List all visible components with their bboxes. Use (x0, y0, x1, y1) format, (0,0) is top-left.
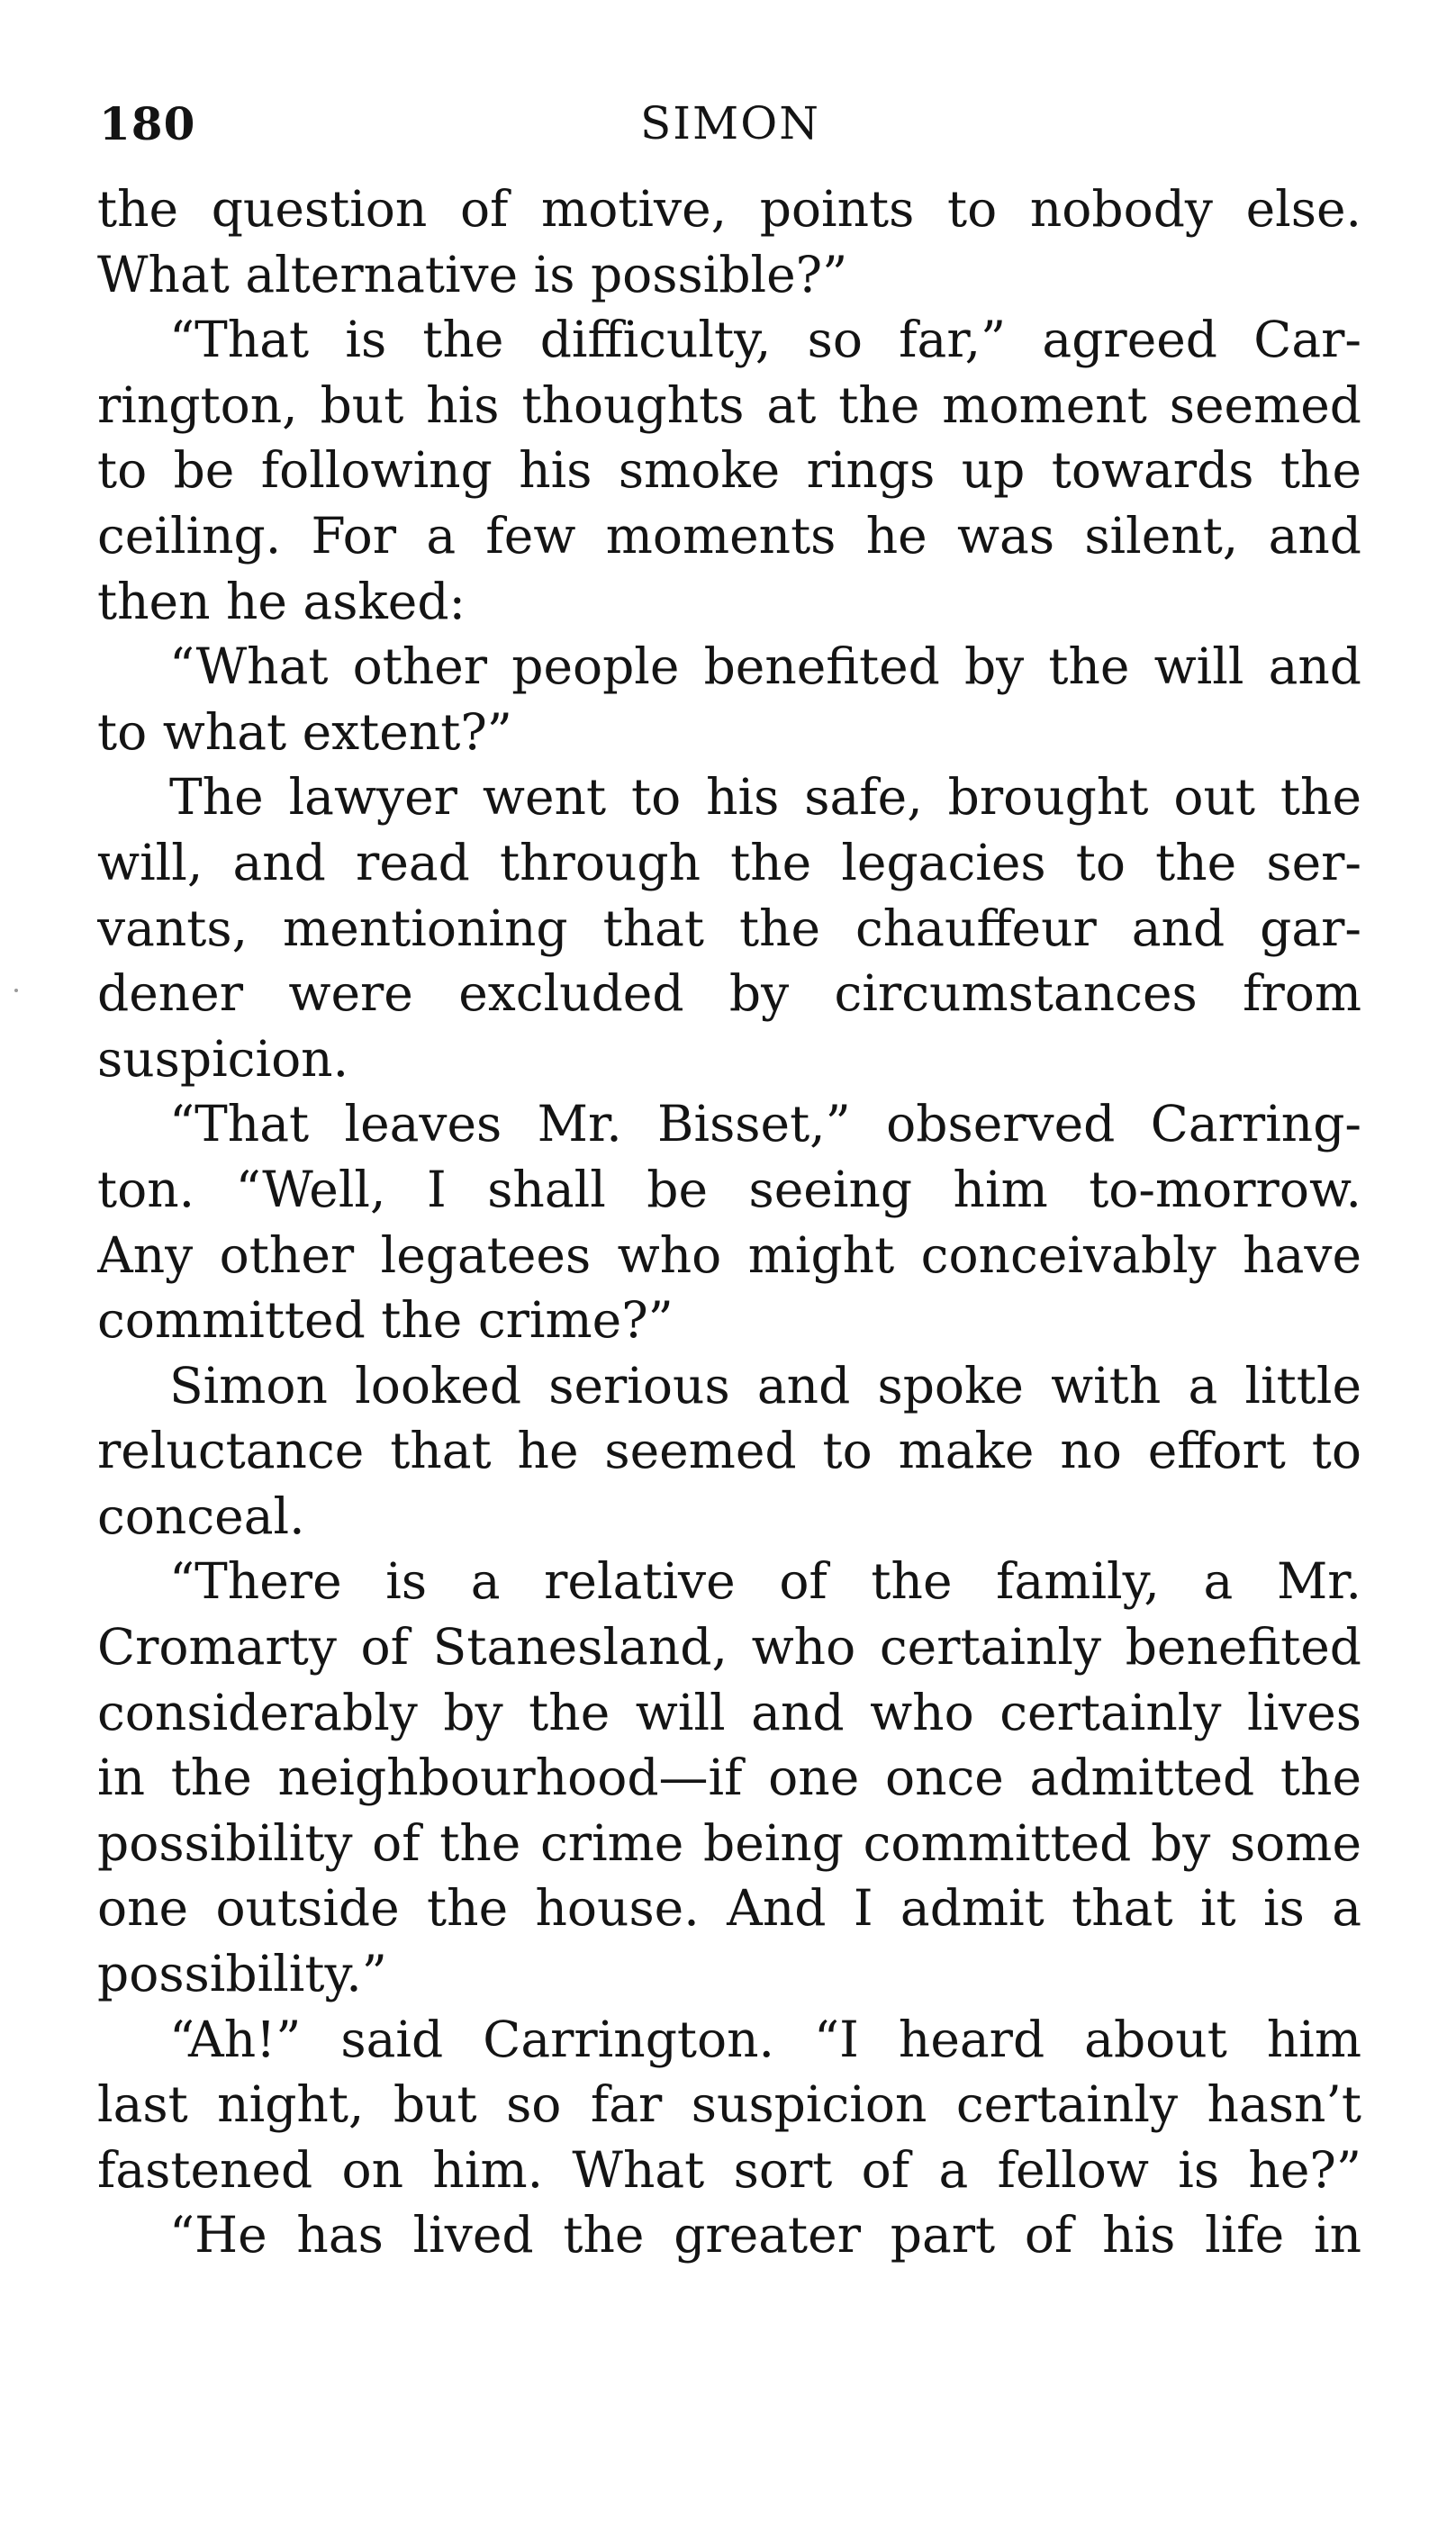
text-line: then he asked: (97, 572, 466, 630)
text-line: considerably by the will and who certainly lives (97, 1683, 1361, 1741)
page-number: 180 (99, 97, 196, 150)
text-line: fastened on him. What sort of a fellow is he?” (97, 2140, 1361, 2199)
text-line: “There is a relative of the family, a Mr. (169, 1552, 1361, 1611)
text-line: rington, but his thoughts at the moment seemed (97, 375, 1361, 434)
text-line: “He has lived the greater part of his life in (169, 2206, 1361, 2264)
text-line: conceal. (97, 1487, 305, 1545)
text-line: dener were excluded by circumstances from (97, 964, 1361, 1023)
text-line: reluctance that he seemed to make no effort to (97, 1422, 1361, 1480)
text-line: “That is the difficulty, so far,” agreed Car- (169, 311, 1361, 369)
text-line: to be following his smoke rings up towards the (97, 441, 1361, 500)
text-line: The lawyer went to his safe, brought out the (169, 768, 1361, 827)
text-line: suspicion. (97, 1029, 349, 1088)
text-line: “Ah!” said Carrington. “I heard about him (169, 2010, 1361, 2068)
text-line: the question of motive, points to nobody else. (97, 180, 1361, 238)
text-line: in the neighbourhood—if one once admitted the (97, 1749, 1361, 1807)
text-line: vants, mentioning that the chauffeur and gar- (97, 899, 1361, 957)
text-line: one outside the house. And I admit that it is a (97, 1879, 1361, 1938)
text-line: “That leaves Mr. Bisset,” observed Carring- (169, 1095, 1361, 1153)
text-line: Cromarty of Stanesland, who certainly benefited (97, 1618, 1361, 1677)
text-line: ton. “Well, I shall be seeing him to-morrow. (97, 1160, 1361, 1218)
page-header (99, 97, 1361, 160)
text-line: will, and read through the legacies to the ser- (97, 833, 1361, 891)
text-line: last night, but so far suspicion certainly hasn’t (97, 2075, 1361, 2134)
text-line: Any other legatees who might conceivably have (97, 1225, 1361, 1284)
running-head: SIMON (640, 97, 820, 149)
text-line: committed the crime?” (97, 1291, 674, 1350)
text-line: possibility of the crime being committed by some (97, 1813, 1361, 1872)
text-line: What alternative is possible?” (97, 245, 848, 303)
body-text (97, 176, 1361, 2268)
text-line: possibility.” (97, 1945, 387, 2003)
text-line: ceiling. For a few moments he was silent, and (97, 506, 1361, 565)
text-line: “What other people benefited by the will and (169, 637, 1361, 696)
text-line: Simon looked serious and spoke with a little (169, 1356, 1361, 1415)
paper-speck (14, 989, 18, 992)
text-line: to what extent?” (97, 702, 512, 761)
